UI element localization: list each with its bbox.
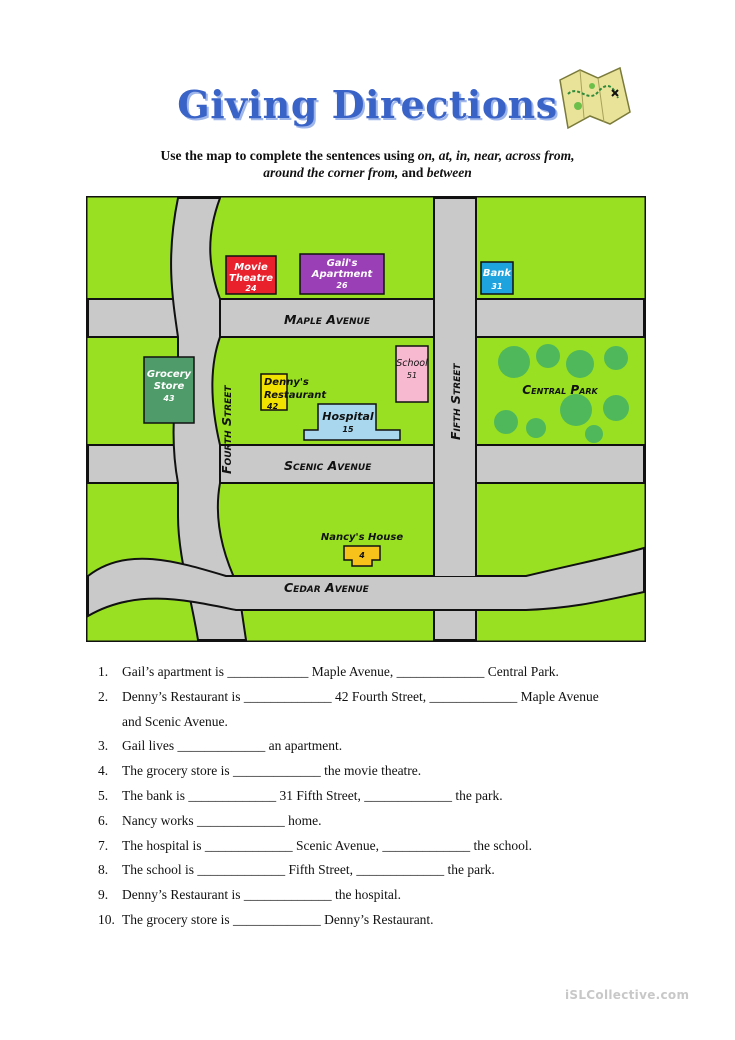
question-item: 5. The bank is _____________ 31 Fifth Street, _____________ the park. <box>98 787 503 803</box>
svg-text:31: 31 <box>491 282 503 291</box>
svg-text:Restaurant: Restaurant <box>264 390 327 401</box>
gails-apartment-building <box>300 254 384 294</box>
question-list <box>98 660 658 933</box>
question-item: 10. The grocery store is _____________ Denny’s Restaurant. <box>98 911 434 927</box>
svg-text:4: 4 <box>359 551 365 560</box>
worksheet-title: Giving Directions <box>177 82 558 127</box>
svg-text:Denny's: Denny's <box>264 377 309 388</box>
svg-text:15: 15 <box>342 425 354 434</box>
svg-text:Theatre: Theatre <box>229 273 273 284</box>
grocery-store-building <box>144 357 194 423</box>
question-item: 8. The school is _____________ Fifth Street, _____________ the park. <box>98 862 495 878</box>
cedar-avenue-label: Cedar Avenue <box>284 580 369 595</box>
movie-theatre-building <box>226 256 276 294</box>
svg-text:Hospital: Hospital <box>322 410 374 423</box>
maple-avenue-label: Maple Avenue <box>284 312 371 327</box>
question-item: 9. Denny’s Restaurant is _____________ the hospital. <box>98 887 401 903</box>
fifth-street-label: Fifth Street <box>448 363 463 440</box>
svg-text:Store: Store <box>153 381 185 392</box>
svg-text:Gail's: Gail's <box>326 258 358 269</box>
svg-text:24: 24 <box>245 284 257 293</box>
school-building <box>396 346 428 402</box>
instructions: Use the map to complete the sentences using on, at, in, near, across from, around the corner from, and between <box>160 148 575 180</box>
svg-text:42: 42 <box>267 402 279 411</box>
question-item: and Scenic Avenue. <box>122 713 228 729</box>
svg-text:Central Park: Central Park <box>522 383 598 397</box>
svg-text:26: 26 <box>336 281 348 290</box>
svg-text:Grocery: Grocery <box>146 369 192 380</box>
svg-text:Movie: Movie <box>234 262 268 273</box>
svg-text:School: School <box>396 358 428 369</box>
scenic-avenue-label: Scenic Avenue <box>284 458 372 473</box>
treasure-map-icon <box>554 64 634 136</box>
fourth-street-label: Fourth Street <box>219 385 234 474</box>
watermark: iSLCollective.com <box>565 988 690 1002</box>
svg-text:Apartment: Apartment <box>311 269 373 280</box>
question-item: 7. The hospital is _____________ Scenic Avenue, _____________ the school. <box>98 837 532 853</box>
svg-text:51: 51 <box>406 371 418 380</box>
bank-building <box>481 262 513 294</box>
question-item: 3. Gail lives _____________ an apartment. <box>98 738 343 754</box>
question-item: 2. Denny’s Restaurant is _____________ 42 Fourth Street, _____________ Maple Avenue <box>98 688 599 704</box>
question-item: 4. The grocery store is _____________ the movie theatre. <box>98 763 422 779</box>
svg-text:Bank: Bank <box>482 268 512 279</box>
svg-text:Nancy's House: Nancy's House <box>320 532 404 543</box>
svg-text:43: 43 <box>163 394 175 403</box>
town-map <box>86 196 646 642</box>
question-item: 6. Nancy works _____________ home. <box>98 812 322 828</box>
question-item: 1. Gail’s apartment is ____________ Maple Avenue, _____________ Central Park. <box>98 664 559 679</box>
